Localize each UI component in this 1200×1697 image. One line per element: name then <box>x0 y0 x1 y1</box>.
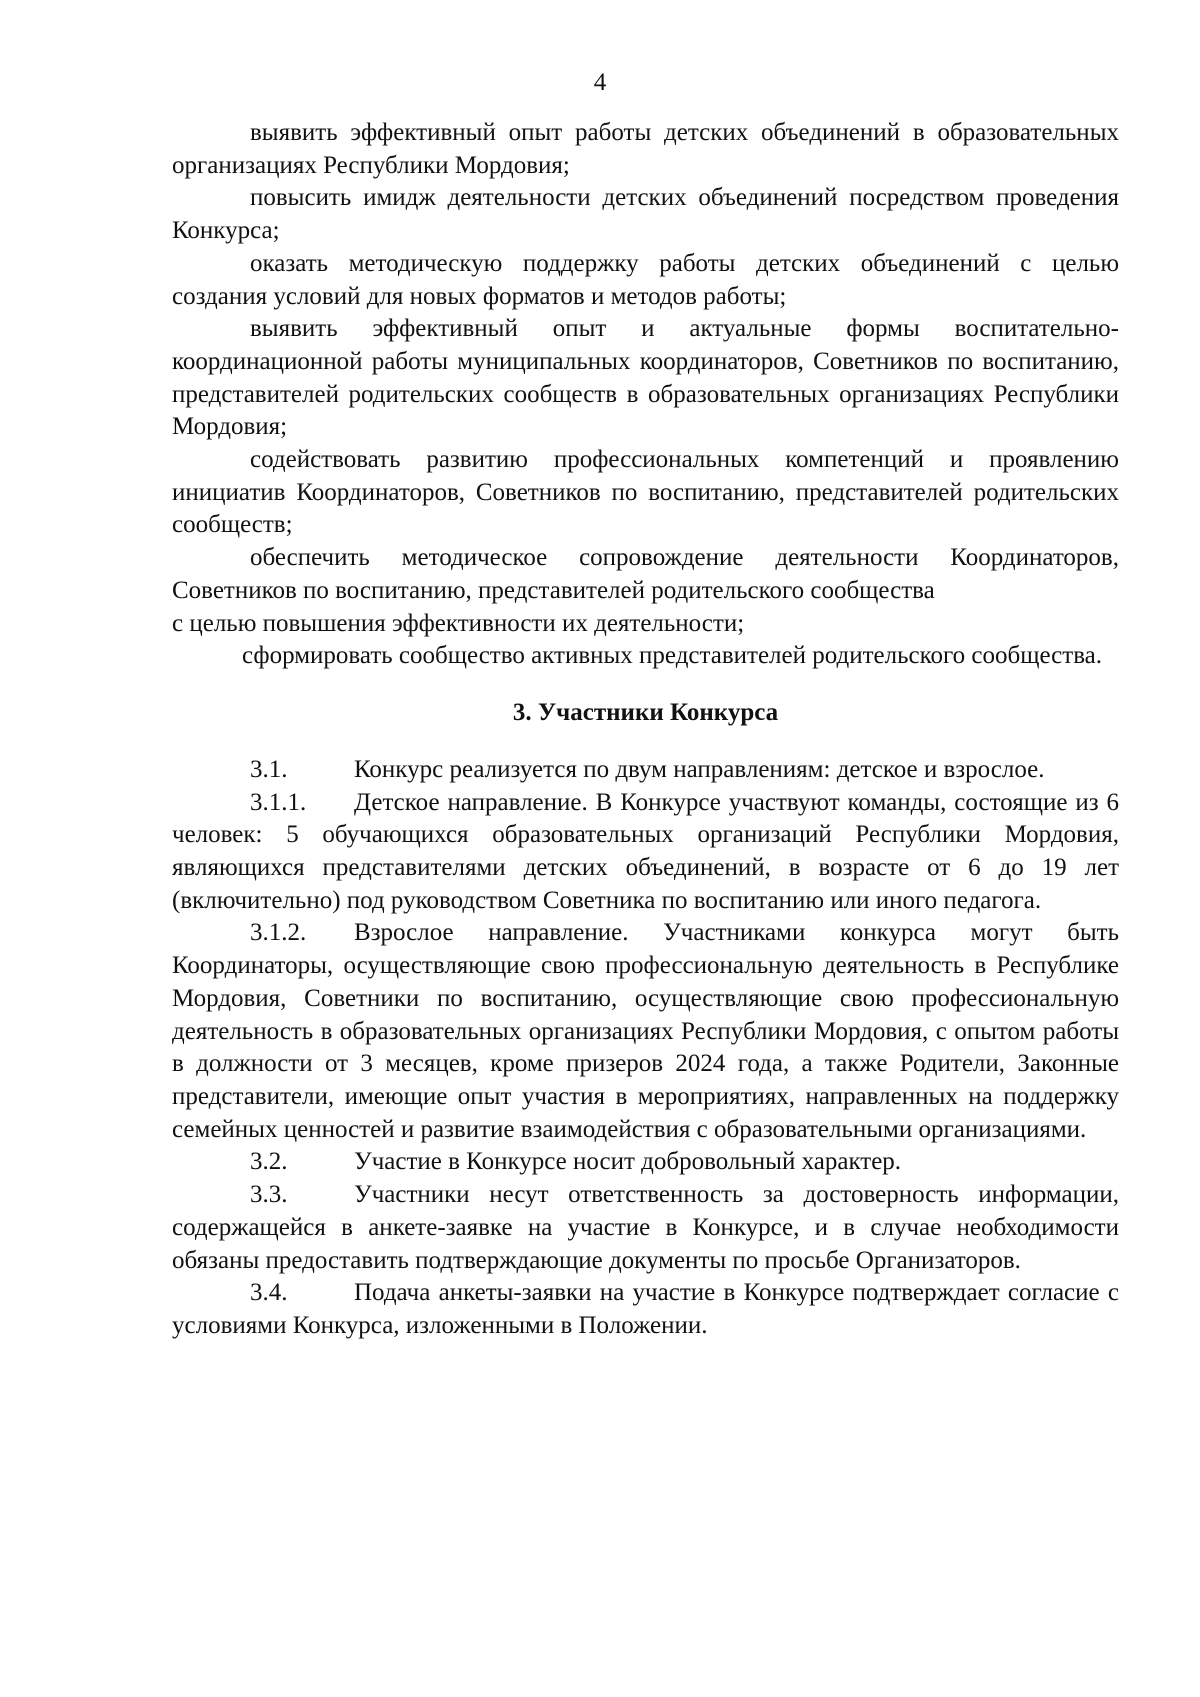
clause-number: 3.4. <box>250 1279 288 1307</box>
goal-item: содействовать развитию профессиональных компетенций и проявлению инициатив Координаторов, Советников по воспитанию, представителей родительских сообществ; <box>172 446 1119 539</box>
clause-number: 3.1.1. <box>250 788 307 816</box>
goal-item: с целью повышения эффективности их деятельности; <box>172 609 745 637</box>
goal-item: повысить имидж деятельности детских объединений посредством проведения Конкурса; <box>172 184 1119 245</box>
clause-text: Взрослое направление. Участниками конкурса могут быть Координаторы, осуществляющие свою профессиональную деятельность в Республике Мордовия, Советники по воспитанию, осуществляющие свою профессиональную деятельность в образовательных организациях Республики Мордовия, с опытом работы в должности от 3 месяцев, кроме призеров 2024 года, а также Родители, Законные представители, имеющие опыт участия в мероприятиях, направленных на поддержку семейных ценностей и развитие взаимодействия с образовательными организациями. <box>172 919 1119 1143</box>
clause-text: Участие в Конкурсе носит добровольный характер. <box>354 1148 902 1176</box>
clause-item <box>172 1179 1119 1277</box>
section-heading: 3. Участники Конкурса <box>512 698 779 726</box>
goal-item: обеспечить методическое сопровождение деятельности Координаторов, Советников по воспитанию, представителей родительского сообщества <box>172 544 1119 604</box>
clause-text: Конкурс реализуется по двум направлениям: детское и взрослое. <box>354 755 1045 783</box>
clause-text: Участники несут ответственность за достоверность информации, содержащейся в анкете-заявке на участие в Конкурсе, и в случае необходимости обязаны предоставить подтверждающие документы по просьбе Организаторов. <box>172 1181 1119 1274</box>
document-body <box>172 117 1119 1343</box>
clause-item <box>172 1277 1119 1342</box>
clause-number: 3.3. <box>250 1181 288 1209</box>
goal-item: выявить эффективный опыт работы детских объединений в образовательных организациях Республики Мордовия; <box>172 119 1119 179</box>
clause-text: Детское направление. В Конкурсе участвуют команды, состоящие из 6 человек: 5 обучающихся образовательных организаций Республики Мордовия, являющихся представителями детских объединений, в возрасте от 6 до 19 лет (включительно) под руководством Советника по воспитанию или иного педагога. <box>172 788 1119 914</box>
goals-list <box>172 117 1119 673</box>
clause-number: 3.1.2. <box>250 919 307 947</box>
clause-number: 3.1. <box>250 755 288 783</box>
clause-item <box>172 1146 1119 1179</box>
goal-item: сформировать сообщество активных представителей родительского сообщества. <box>242 642 1103 670</box>
clause-text: Подача анкеты-заявки на участие в Конкурсе подтверждает согласие с условиями Конкурса, изложенными в Положении. <box>172 1279 1119 1339</box>
goal-item: оказать методическую поддержку работы детских объединений с целью создания условий для новых форматов и методов работы; <box>172 249 1119 310</box>
clause-number: 3.2. <box>250 1148 288 1176</box>
clause-item <box>172 787 1119 918</box>
clauses-list <box>172 754 1119 1343</box>
clause-item <box>172 754 1119 787</box>
page-number: 4 <box>593 69 607 96</box>
clause-item <box>172 917 1119 1146</box>
goal-item: выявить эффективный опыт и актуальные формы воспитательно-координационной работы муниципальных координаторов, Советников по воспитанию, представителей родительских сообществ в образовательных организациях Республики Мордовия; <box>172 315 1119 441</box>
